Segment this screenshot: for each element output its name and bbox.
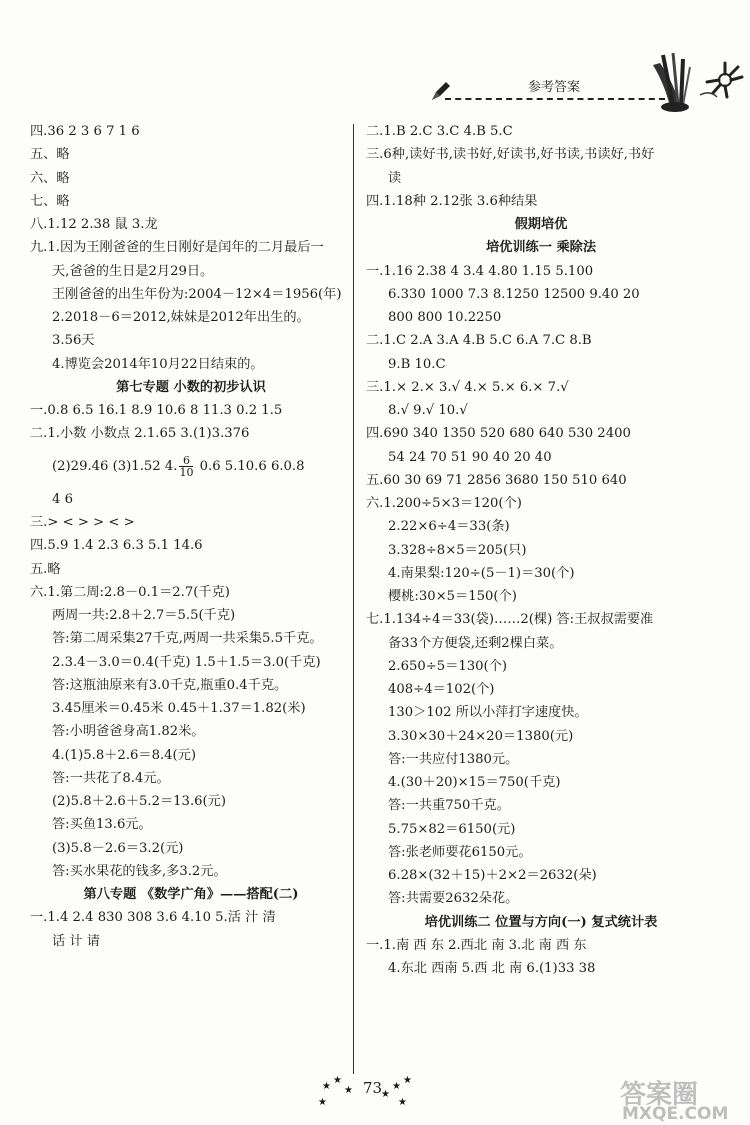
answer-line: 三.6种,读好书,读书好,好读书,好书读,书读好,书好	[366, 147, 655, 163]
answer-line: 3.328÷8×5＝205(只)	[388, 542, 527, 558]
fraction-after-text: 0.6 5.10.6 6.0.8	[195, 458, 305, 474]
answer-line: 一.1.4 2.4 830 308 3.6 4.10 5.活 汁 清	[30, 910, 276, 926]
answer-line: 四.5.9 1.4 2.3 6.3 5.1 14.6	[30, 538, 203, 554]
answer-line: 二.1.B 2.C 3.C 4.B 5.C	[366, 124, 513, 139]
answer-line: 2.2018－6＝2012,妹妹是2012年出生的。	[52, 310, 310, 325]
star-icon: ★	[381, 1089, 390, 1100]
section-heading: 第七专题 小数的初步认识	[116, 379, 266, 395]
fraction	[179, 455, 193, 478]
answer-line: (2)5.8＋2.6＋5.2＝13.6(元)	[52, 794, 226, 809]
answer-line: 五.60 30 69 71 2856 3680 150 510 640	[366, 472, 627, 488]
star-icon: ★	[398, 1097, 407, 1108]
answer-line: 七、略	[30, 193, 70, 209]
star-icon: ★	[403, 1075, 412, 1086]
watermark-url: MXQE.COM	[622, 1104, 729, 1124]
answer-line: 4.(30＋20)×15＝750(千克)	[388, 775, 561, 790]
answer-line: 五、略	[30, 147, 70, 163]
answer-line: 2.22×6÷4＝33(条)	[388, 519, 510, 535]
answer-line: 一.0.8 6.5 16.1 8.9 10.6 8 11.3 0.2 1.5	[30, 403, 283, 418]
answer-line: 4.(1)5.8＋2.6＝8.4(元)	[52, 747, 197, 763]
answer-line: 4.东北 西南 5.西 北 南 6.(1)33 38	[388, 961, 596, 976]
answer-line: 130＞102 所以小萍打字速度快。	[388, 705, 588, 721]
answer-line: 6.28×(32＋15)＋2×2＝2632(朵)	[388, 868, 597, 883]
section-heading: 培优训练二 位置与方向(一) 复式统计表	[424, 914, 658, 930]
answer-line: 6.330 1000 7.3 8.1250 12500 9.40 20	[388, 286, 640, 302]
answer-line: 二.1.小数 小数点 2.1.65 3.(1)3.376	[30, 426, 250, 442]
answer-line: 答:一共应付1380元。	[388, 751, 519, 767]
page-number: 73	[363, 1079, 383, 1097]
section-heading: 假期培优	[514, 217, 568, 232]
answer-line: 答:买水果花的钱多,多3.2元。	[52, 863, 227, 879]
answer-line: 408÷4＝102(个)	[388, 682, 495, 697]
answer-line: 六.1.200÷5×3＝120(个)	[366, 496, 522, 511]
answer-line: 读	[388, 170, 402, 186]
answer-line: 六.1.第二周:2.8－0.1＝2.7(千克)	[30, 584, 230, 600]
answer-line: 答:这瓶油原来有3.0千克,瓶重0.4千克。	[52, 677, 288, 693]
star-icon: ★	[344, 1085, 353, 1096]
answer-line: 答:第二周采集27千克,两周一共采集5.5千克。	[52, 631, 323, 647]
header-dash-line	[445, 98, 665, 100]
answer-line: 两周一共:2.8＋2.7＝5.5(千克)	[52, 608, 236, 623]
answer-line: 樱桃:30×5＝150(个)	[388, 589, 517, 604]
answer-line: 天,爸爸的生日是2月29日。	[52, 263, 214, 279]
answer-line: 3.45厘米＝0.45米 0.45＋1.37＝1.82(米)	[52, 701, 306, 716]
star-icon: ★	[333, 1075, 342, 1086]
header-title: 参考答案	[528, 80, 581, 95]
answer-line: 一.1.16 2.38 4 3.4 4.80 1.15 5.100	[366, 263, 594, 279]
right-column	[366, 122, 716, 982]
answer-line-with-fraction	[30, 448, 352, 486]
brush-flower-icon	[645, 45, 750, 115]
answer-line: 8.√ 9.√ 10.√	[388, 403, 468, 418]
fraction-denominator: 10	[179, 465, 194, 479]
answer-line: 800 800 10.2250	[388, 310, 502, 325]
answer-line: 54 24 70 51 90 40 20 40	[388, 449, 552, 465]
answer-line: 六、略	[30, 170, 70, 186]
answer-line: 答:一共重750千克。	[388, 798, 510, 814]
answer-line: 八.1.12 2.38 鼠 3.龙	[30, 217, 158, 232]
answer-line: 4.南果梨:120÷(5－1)＝30(个)	[388, 565, 575, 581]
answer-line: 答:一共花了8.4元。	[52, 770, 170, 786]
answer-line: 备33个方便袋,还剩2棵白菜。	[388, 635, 563, 651]
fraction-numerator: 6	[179, 455, 193, 467]
answer-line: 九.1.因为王刚爸爸的生日刚好是闰年的二月最后一	[30, 240, 324, 256]
answer-line: 5.75×82＝6150(元)	[388, 821, 516, 837]
answer-line: 一.1.南 西 东 2.西北 南 3.北 南 西 东	[366, 937, 587, 953]
answer-line: 三.> < > > < >	[30, 515, 135, 530]
page-header	[0, 0, 750, 115]
watermark	[612, 1074, 742, 1122]
watermark-logo-text: 答案圈	[620, 1080, 699, 1110]
answer-line: 3.56天	[52, 333, 95, 349]
star-icon: ★	[318, 1097, 327, 1108]
answer-line: 七.1.134÷4＝33(袋)……2(棵) 答:王叔叔需要准	[366, 612, 654, 628]
answer-line: (3)5.8－2.6＝3.2(元)	[52, 840, 184, 856]
fraction-before-text: (2)29.46 (3)1.52 4.	[52, 458, 178, 474]
answer-line: 四.690 340 1350 520 680 640 530 2400	[366, 426, 631, 442]
left-column	[30, 122, 352, 955]
answer-line: 二.1.C 2.A 3.A 4.B 5.C 6.A 7.C 8.B	[366, 333, 592, 349]
section-heading: 第八专题 《数学广角》——搭配(二)	[83, 887, 299, 902]
answer-line: 四.1.18种 2.12张 3.6种结果	[366, 193, 538, 209]
answer-line: 2.3.4－3.0＝0.4(千克) 1.5＋1.5＝3.0(千克)	[52, 654, 321, 670]
answer-line: 三.1.× 2.× 3.√ 4.× 5.× 6.× 7.√	[366, 379, 569, 395]
section-heading: 培优训练一 乘除法	[485, 240, 597, 256]
answer-line: 答:买鱼13.6元。	[52, 817, 152, 833]
answer-line: 王刚爸爸的出生年份为:2004－12×4＝1956(年)	[52, 286, 342, 302]
star-icon: ★	[322, 1081, 331, 1092]
column-divider	[353, 124, 354, 1074]
answer-line: 2.650÷5＝130(个)	[388, 658, 508, 674]
answer-line: 答:小明爸爸身高1.82米。	[52, 724, 205, 740]
answer-line: 话 计 请	[52, 933, 100, 949]
star-icon: ★	[392, 1081, 401, 1092]
answer-line: 答:张老师要花6150元。	[388, 844, 532, 860]
answer-line: 3.30×30＋24×20＝1380(元)	[388, 728, 574, 744]
answer-line: 4.博览会2014年10月22日结束的。	[52, 356, 264, 372]
answer-line: 五.略	[30, 561, 61, 577]
answer-line: 答:共需要2632朵花。	[388, 891, 519, 907]
answer-line: 4 6	[52, 491, 73, 507]
answer-line: 四.36 2 3 6 7 1 6	[30, 124, 140, 139]
answer-line: 9.B 10.C	[388, 356, 446, 372]
